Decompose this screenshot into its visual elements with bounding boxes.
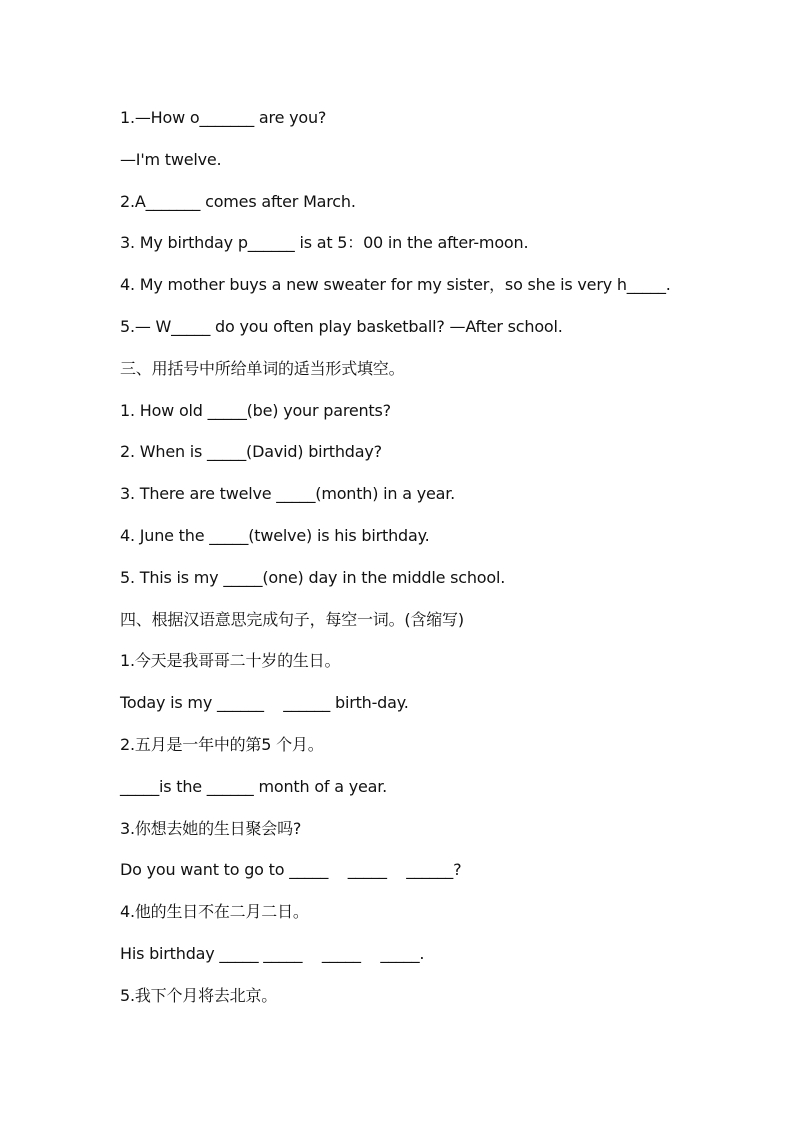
- worksheet-content: [120, 102, 720, 1022]
- prompt-line: 5.我下个月将去北京。: [120, 985, 278, 1005]
- answer-line: His birthday _____ _____ _____ _____.: [120, 943, 425, 963]
- prompt-line: 4.他的生日不在二月二日。: [120, 902, 309, 922]
- question-line: 4. My mother buys a new sweater for my sister，so she is very h_____.: [120, 275, 671, 295]
- question-line: 5.— W_____ do you often play basketball? —After school.: [120, 316, 563, 336]
- question-line: 4. June the _____(twelve) is his birthday.: [120, 525, 430, 545]
- question-line: 2. When is _____(David) birthday?: [120, 442, 382, 462]
- question-line: 3. My birthday p______ is at 5：00 in the after-moon.: [120, 233, 529, 253]
- section-heading: 三、用括号中所给单词的适当形式填空。: [120, 358, 405, 378]
- answer-line: Do you want to go to _____ _____ ______?: [120, 860, 462, 880]
- question-line: 2.A_______ comes after March.: [120, 191, 356, 211]
- prompt-line: 2.五月是一年中的第5 个月。: [120, 734, 324, 754]
- question-line: 5. This is my _____(one) day in the middle school.: [120, 567, 506, 587]
- section-heading: 四、根据汉语意思完成句子，每空一词。(含缩写): [120, 609, 464, 629]
- prompt-line: 1.今天是我哥哥二十岁的生日。: [120, 651, 341, 671]
- question-line: 3. There are twelve _____(month) in a year.: [120, 484, 456, 504]
- answer-line: —I'm twelve.: [120, 149, 222, 169]
- answer-line: _____is the ______ month of a year.: [120, 776, 388, 796]
- question-line: 1.—How o_______ are you?: [120, 108, 327, 127]
- question-line: 1. How old _____(be) your parents?: [120, 400, 391, 420]
- prompt-line: 3.你想去她的生日聚会吗?: [120, 818, 302, 838]
- answer-line: Today is my ______ ______ birth-day.: [120, 693, 409, 713]
